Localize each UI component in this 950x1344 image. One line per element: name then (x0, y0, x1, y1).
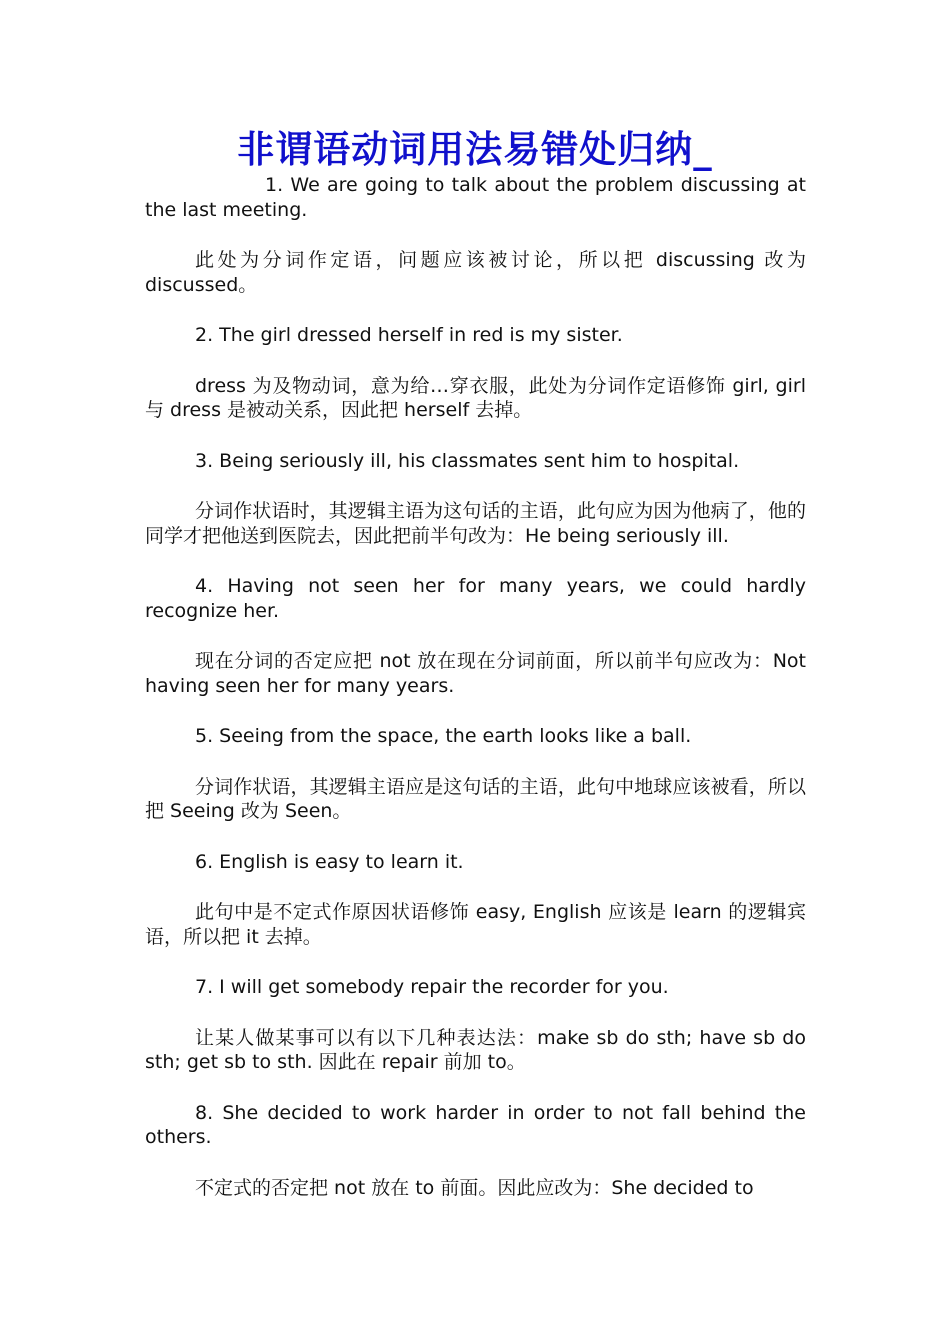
paragraph-item-7: 7. I will get somebody repair the recorder for you. (195, 976, 669, 998)
paragraph-item-6: 6. English is easy to learn it. (195, 850, 464, 873)
paragraph-explanation-4: 现在分词的否定应把 not 放在现在分词前面，所以前半句应改为：Not having seen her for many years. (145, 650, 806, 697)
paragraph-item-5: 5. Seeing from the space, the earth looks like a ball. (195, 725, 692, 747)
paragraph-explanation-2: dress 为及物动词，意为给…穿衣服，此处为分词作定语修饰 girl, girl 与 dress 是被动关系，因此把 herself 去掉。 (145, 374, 806, 421)
document-body (145, 173, 806, 1226)
document-title: 非谓语动词用法易错处归纳_ (237, 128, 713, 171)
paragraph-explanation-6: 此句中是不定式作原因状语修饰 easy, English 应该是 learn 的逻辑宾语，所以把 it 去掉。 (145, 901, 806, 948)
paragraph-explanation-7: 让某人做某事可以有以下几种表达法：make sb do sth; have sb do sth; get sb to sth. 因此在 repair 前加 to。 (145, 1026, 806, 1073)
paragraph-item-4: 4. Having not seen her for many years, we could hardly recognize her. (145, 575, 806, 622)
paragraph-item-8: 8. She decided to work harder in order to not fall behind the others. (145, 1101, 806, 1148)
paragraph-explanation-8: 不定式的否定把 not 放在 to 前面。因此应改为：She decided to (195, 1176, 754, 1199)
paragraph-item-2: 2. The girl dressed herself in red is my sister. (195, 324, 623, 346)
paragraph-item-1: 1. We are going to talk about the problem discussing at the last meeting. (145, 174, 806, 221)
paragraph-explanation-5: 分词作状语，其逻辑主语应是这句话的主语，此句中地球应该被看，所以把 Seeing 改为 Seen。 (145, 775, 806, 822)
paragraph-explanation-3: 分词作状语时，其逻辑主语为这句话的主语，此句应为因为他病了，他的同学才把他送到医院去，因此把前半句改为：He being seriously ill. (145, 500, 806, 547)
paragraph-explanation-1: 此处为分词作定语，问题应该被讨论，所以把 discussing 改为 discussed。 (145, 249, 806, 296)
paragraph-item-3: 3. Being seriously ill, his classmates sent him to hospital. (195, 449, 740, 472)
